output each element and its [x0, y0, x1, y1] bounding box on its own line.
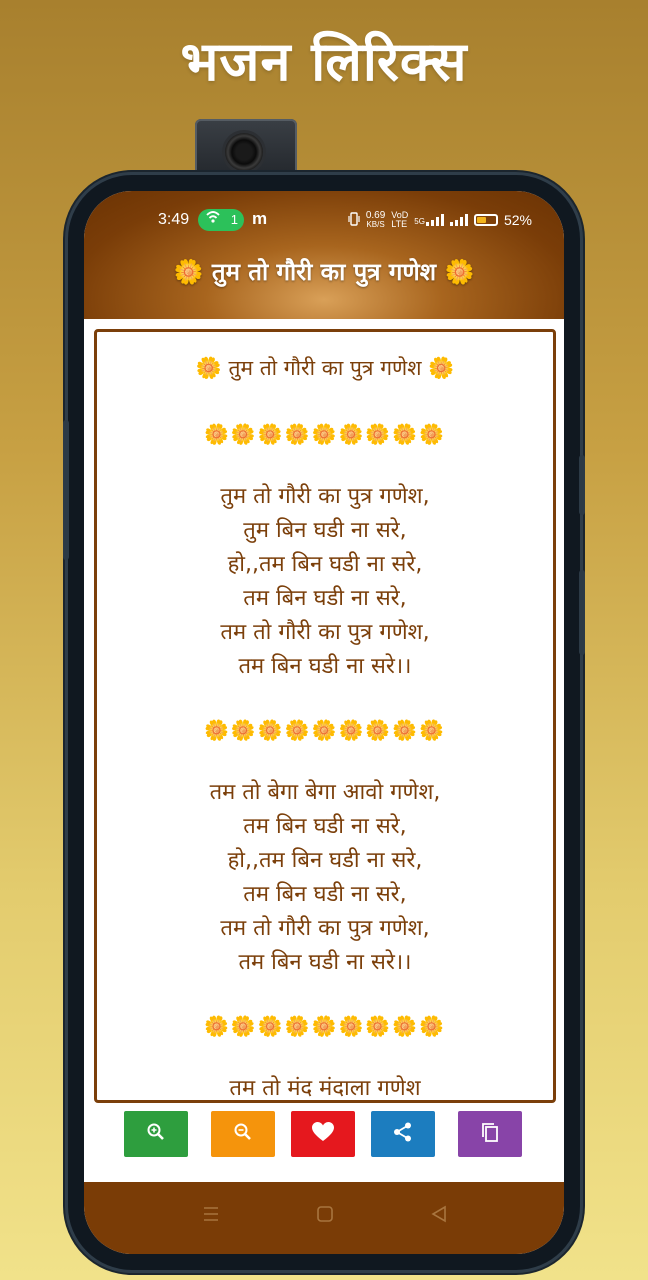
- lyrics-line: तम तो मंद मंदाला गणेश: [229, 1076, 421, 1101]
- lyrics-line: तम तो बेगा बेगा आवो गणेश,: [209, 780, 441, 805]
- lyrics-verse: [97, 480, 553, 684]
- side-button: [63, 420, 69, 560]
- hotspot-count: 1: [230, 212, 238, 227]
- share-icon: [392, 1121, 414, 1147]
- copy-icon: [479, 1121, 501, 1147]
- flower-icon: 🌼: [428, 356, 455, 380]
- navigation-bar: [84, 1182, 564, 1254]
- carrier-icon: m: [252, 209, 268, 228]
- home-icon[interactable]: [316, 1204, 334, 1229]
- zoom-in-icon: [145, 1121, 167, 1147]
- camera-lens: [225, 133, 263, 171]
- lyrics-title: 🌼 तुम तो गौरी का पुत्र गणेश 🌼: [195, 356, 455, 380]
- status-bar: [84, 207, 564, 235]
- lyrics-verse: [97, 776, 553, 980]
- signal-5g: 5G: [414, 214, 444, 226]
- lyrics-line: तम बिन घडी ना सरे।।: [238, 950, 412, 975]
- vibrate-icon: [348, 212, 360, 229]
- hotspot-badge: [198, 209, 244, 231]
- flower-divider: 🌼🌼🌼🌼🌼🌼🌼🌼🌼: [203, 1014, 447, 1038]
- flower-divider: 🌼🌼🌼🌼🌼🌼🌼🌼🌼: [203, 422, 447, 446]
- lyrics-line: तम तो गौरी का पुत्र गणेश,: [220, 916, 430, 941]
- lyrics-line: तम बिन घडी ना सरे,: [243, 882, 407, 907]
- status-icons: [348, 211, 532, 229]
- data-speed: 0.69 KB/S: [365, 210, 386, 229]
- battery-icon: [474, 214, 498, 226]
- lyrics-line: तम बिन घडी ना सरे।।: [238, 654, 412, 679]
- signal-bars-icon: [426, 214, 444, 226]
- lyrics-panel[interactable]: [94, 329, 556, 1103]
- zoom-out-button[interactable]: [211, 1111, 275, 1157]
- app-header: [84, 191, 564, 319]
- volte-icon: VoD LTE: [391, 210, 409, 229]
- lyrics-line: हो,,तम बिन घडी ना सरे,: [227, 848, 423, 873]
- flower-icon: 🌼: [195, 356, 222, 380]
- flower-icon: 🌼: [173, 258, 204, 286]
- promo-title: भजन लिरिक्स: [180, 30, 468, 93]
- volume-button: [579, 455, 585, 515]
- battery-percent: 52%: [503, 212, 532, 228]
- lyrics-line: तम तो गौरी का पुत्र गणेश,: [220, 620, 430, 645]
- screen: [84, 191, 564, 1254]
- popup-camera: [195, 119, 297, 181]
- status-time: 3:49: [158, 211, 190, 228]
- lyrics-line: तुम तो गौरी का पुत्र गणेश,: [220, 484, 430, 509]
- page-title: 🌼 तुम तो गौरी का पुत्र गणेश 🌼: [173, 258, 475, 286]
- copy-button[interactable]: [458, 1111, 522, 1157]
- lyrics-line: तम बिन घडी ना सरे,: [243, 814, 407, 839]
- power-button: [579, 570, 585, 655]
- phone-frame: [68, 175, 580, 1270]
- lyrics-line: हो,,तम बिन घडी ना सरे,: [227, 552, 423, 577]
- menu-icon[interactable]: [202, 1204, 220, 1229]
- zoom-out-icon: [232, 1121, 254, 1147]
- lyrics-line: तम बिन घडी ना सरे,: [243, 586, 407, 611]
- flower-icon: 🌼: [444, 258, 475, 286]
- lyrics-content: [97, 332, 553, 1103]
- lyrics-verse: [97, 1072, 553, 1103]
- action-toolbar: [84, 1111, 564, 1163]
- back-icon[interactable]: [430, 1204, 448, 1229]
- hotspot-icon: [205, 209, 221, 231]
- share-button[interactable]: [371, 1111, 435, 1157]
- signal-bars-icon-2: [450, 214, 468, 226]
- flower-divider: 🌼🌼🌼🌼🌼🌼🌼🌼🌼: [203, 718, 447, 742]
- heart-icon: [311, 1121, 335, 1147]
- favorite-button[interactable]: [291, 1111, 355, 1157]
- lyrics-line: तुम बिन घडी ना सरे,: [243, 518, 407, 543]
- zoom-in-button[interactable]: [124, 1111, 188, 1157]
